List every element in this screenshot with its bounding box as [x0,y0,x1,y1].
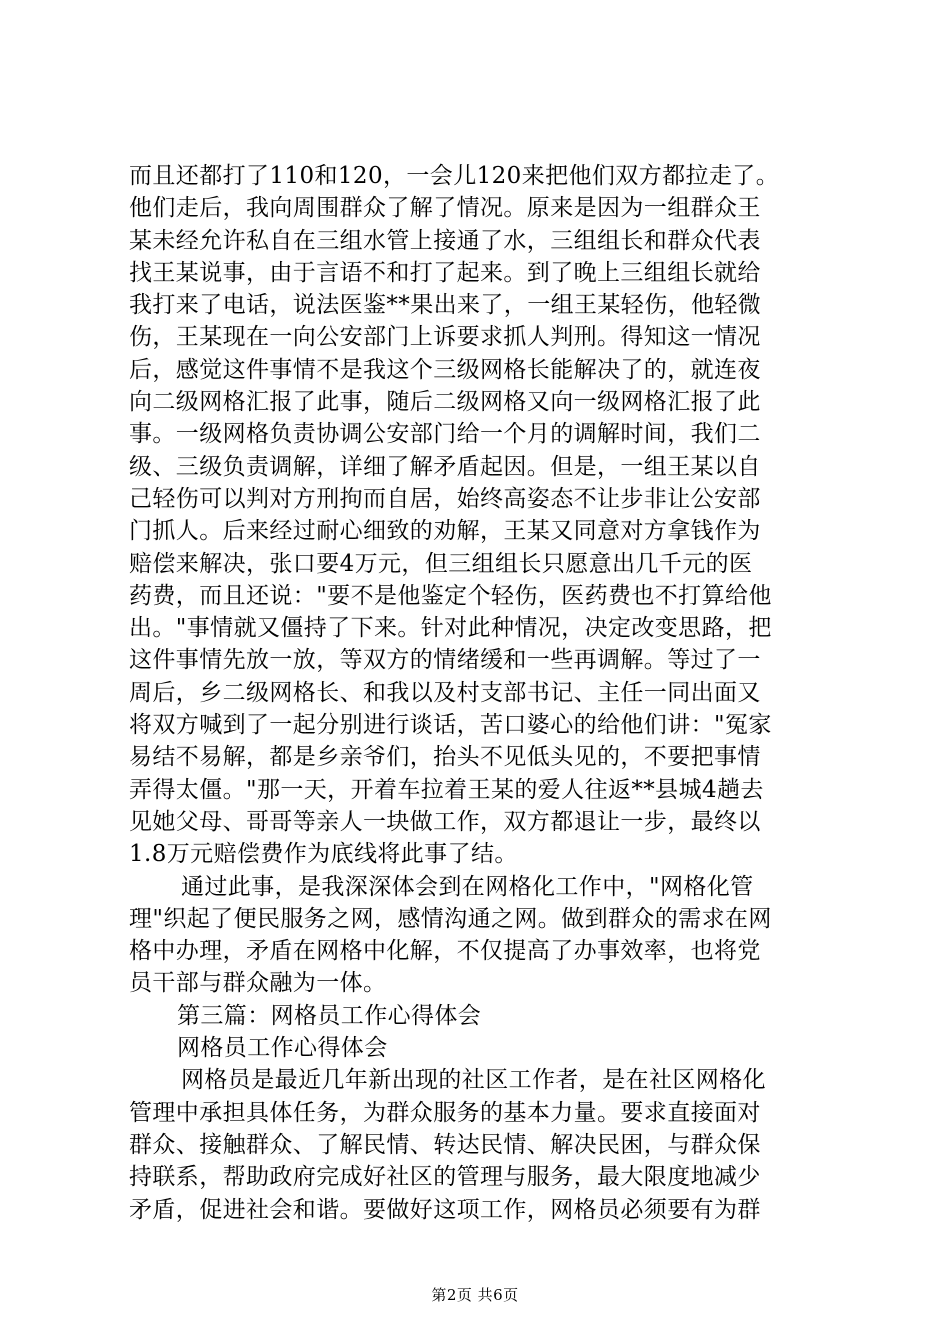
text-line: 矛盾，促进社会和谐。要做好这项工作，网格员必须要有为群 [129,1196,761,1223]
text-line: 门抓人。后来经过耐心细致的劝解，王某又同意对方拿钱作为 [129,518,761,545]
paragraph-start-line: 通过此事，是我深深体会到在网格化工作中，"网格化管 [181,873,754,900]
text-line: 伤，王某现在一向公安部门上诉要求抓人判刑。得知这一情况 [129,324,761,351]
text-line: 药费，而且还说："要不是他鉴定个轻伤，医药费也不打算给他 [129,582,772,609]
text-line: 周后，乡二级网格长、和我以及村支部书记、主任一同出面又 [129,679,761,706]
text-line: 管理中承担具体任务，为群众服务的基本力量。要求直接面对 [129,1099,761,1126]
text-line: 格中办理，矛盾在网格中化解，不仅提高了办事效率，也将党 [129,938,761,965]
page-footer: 第2页 共6页 [431,1286,519,1304]
text-line: 而且还都打了110和120，一会儿120来把他们双方都拉走了。 [129,163,780,189]
article-title: 网格员工作心得体会 [177,1035,388,1062]
text-line: 某未经允许私自在三组水管上接通了水，三组组长和群众代表 [129,227,761,254]
text-line: 理"织起了便民服务之网，感情沟通之网。做到群众的需求在网 [129,905,772,932]
text-line: 向二级网格汇报了此事，随后二级网格又向一级网格汇报了此 [129,389,761,416]
paragraph-start-line: 网格员是最近几年新出现的社区工作者，是在社区网格化 [181,1067,766,1094]
text-line: 找王某说事，由于言语不和打了起来。到了晚上三组组长就给 [129,259,761,286]
text-line: 弄得太僵。"那一天，开着车拉着王某的爱人往返**县城4趟去 [129,776,764,803]
text-line: 事。一级网格负责协调公安部门给一个月的调解时间，我们二 [129,421,761,448]
text-line: 易结不易解，都是乡亲爷们，抬头不见低头见的，不要把事情 [129,744,761,771]
text-line: 群众、接触群众、了解民情、转达民情、解决民困，与群众保 [129,1131,761,1158]
text-line: 见她父母、哥哥等亲人一块做工作，双方都退让一步，最终以 [129,808,761,835]
text-line: 我打来了电话，说法医鉴**果出来了，一组王某轻伤，他轻微 [129,292,762,319]
text-line: 1.8万元赔偿费作为底线将此事了结。 [129,841,518,868]
text-line: 这件事情先放一放，等双方的情绪缓和一些再调解。等过了一 [129,647,761,674]
text-line: 赔偿来解决，张口要4万元，但三组组长只愿意出几千元的医 [129,550,753,577]
text-line: 他们走后，我向周围群众了解了情况。原来是因为一组群众王 [129,195,761,222]
text-line: 后，感觉这件事情不是我这个三级网格长能解决了的，就连夜 [129,356,761,383]
text-line: 员干部与群众融为一体。 [129,970,387,997]
section-heading: 第三篇：网格员工作心得体会 [177,1002,482,1029]
text-line: 己轻伤可以判对方刑拘而自居，始终高姿态不让步非让公安部 [129,485,761,512]
text-line: 将双方喊到了一起分别进行谈话，苦口婆心的给他们讲："冤家 [129,712,772,739]
text-line: 出。"事情就又僵持了下来。针对此种情况，决定改变思路，把 [129,615,772,642]
text-line: 级、三级负责调解，详细了解矛盾起因。但是，一组王某以自 [129,453,761,480]
text-line: 持联系，帮助政府完成好社区的管理与服务，最大限度地减少 [129,1164,761,1191]
document-body [129,160,831,1226]
